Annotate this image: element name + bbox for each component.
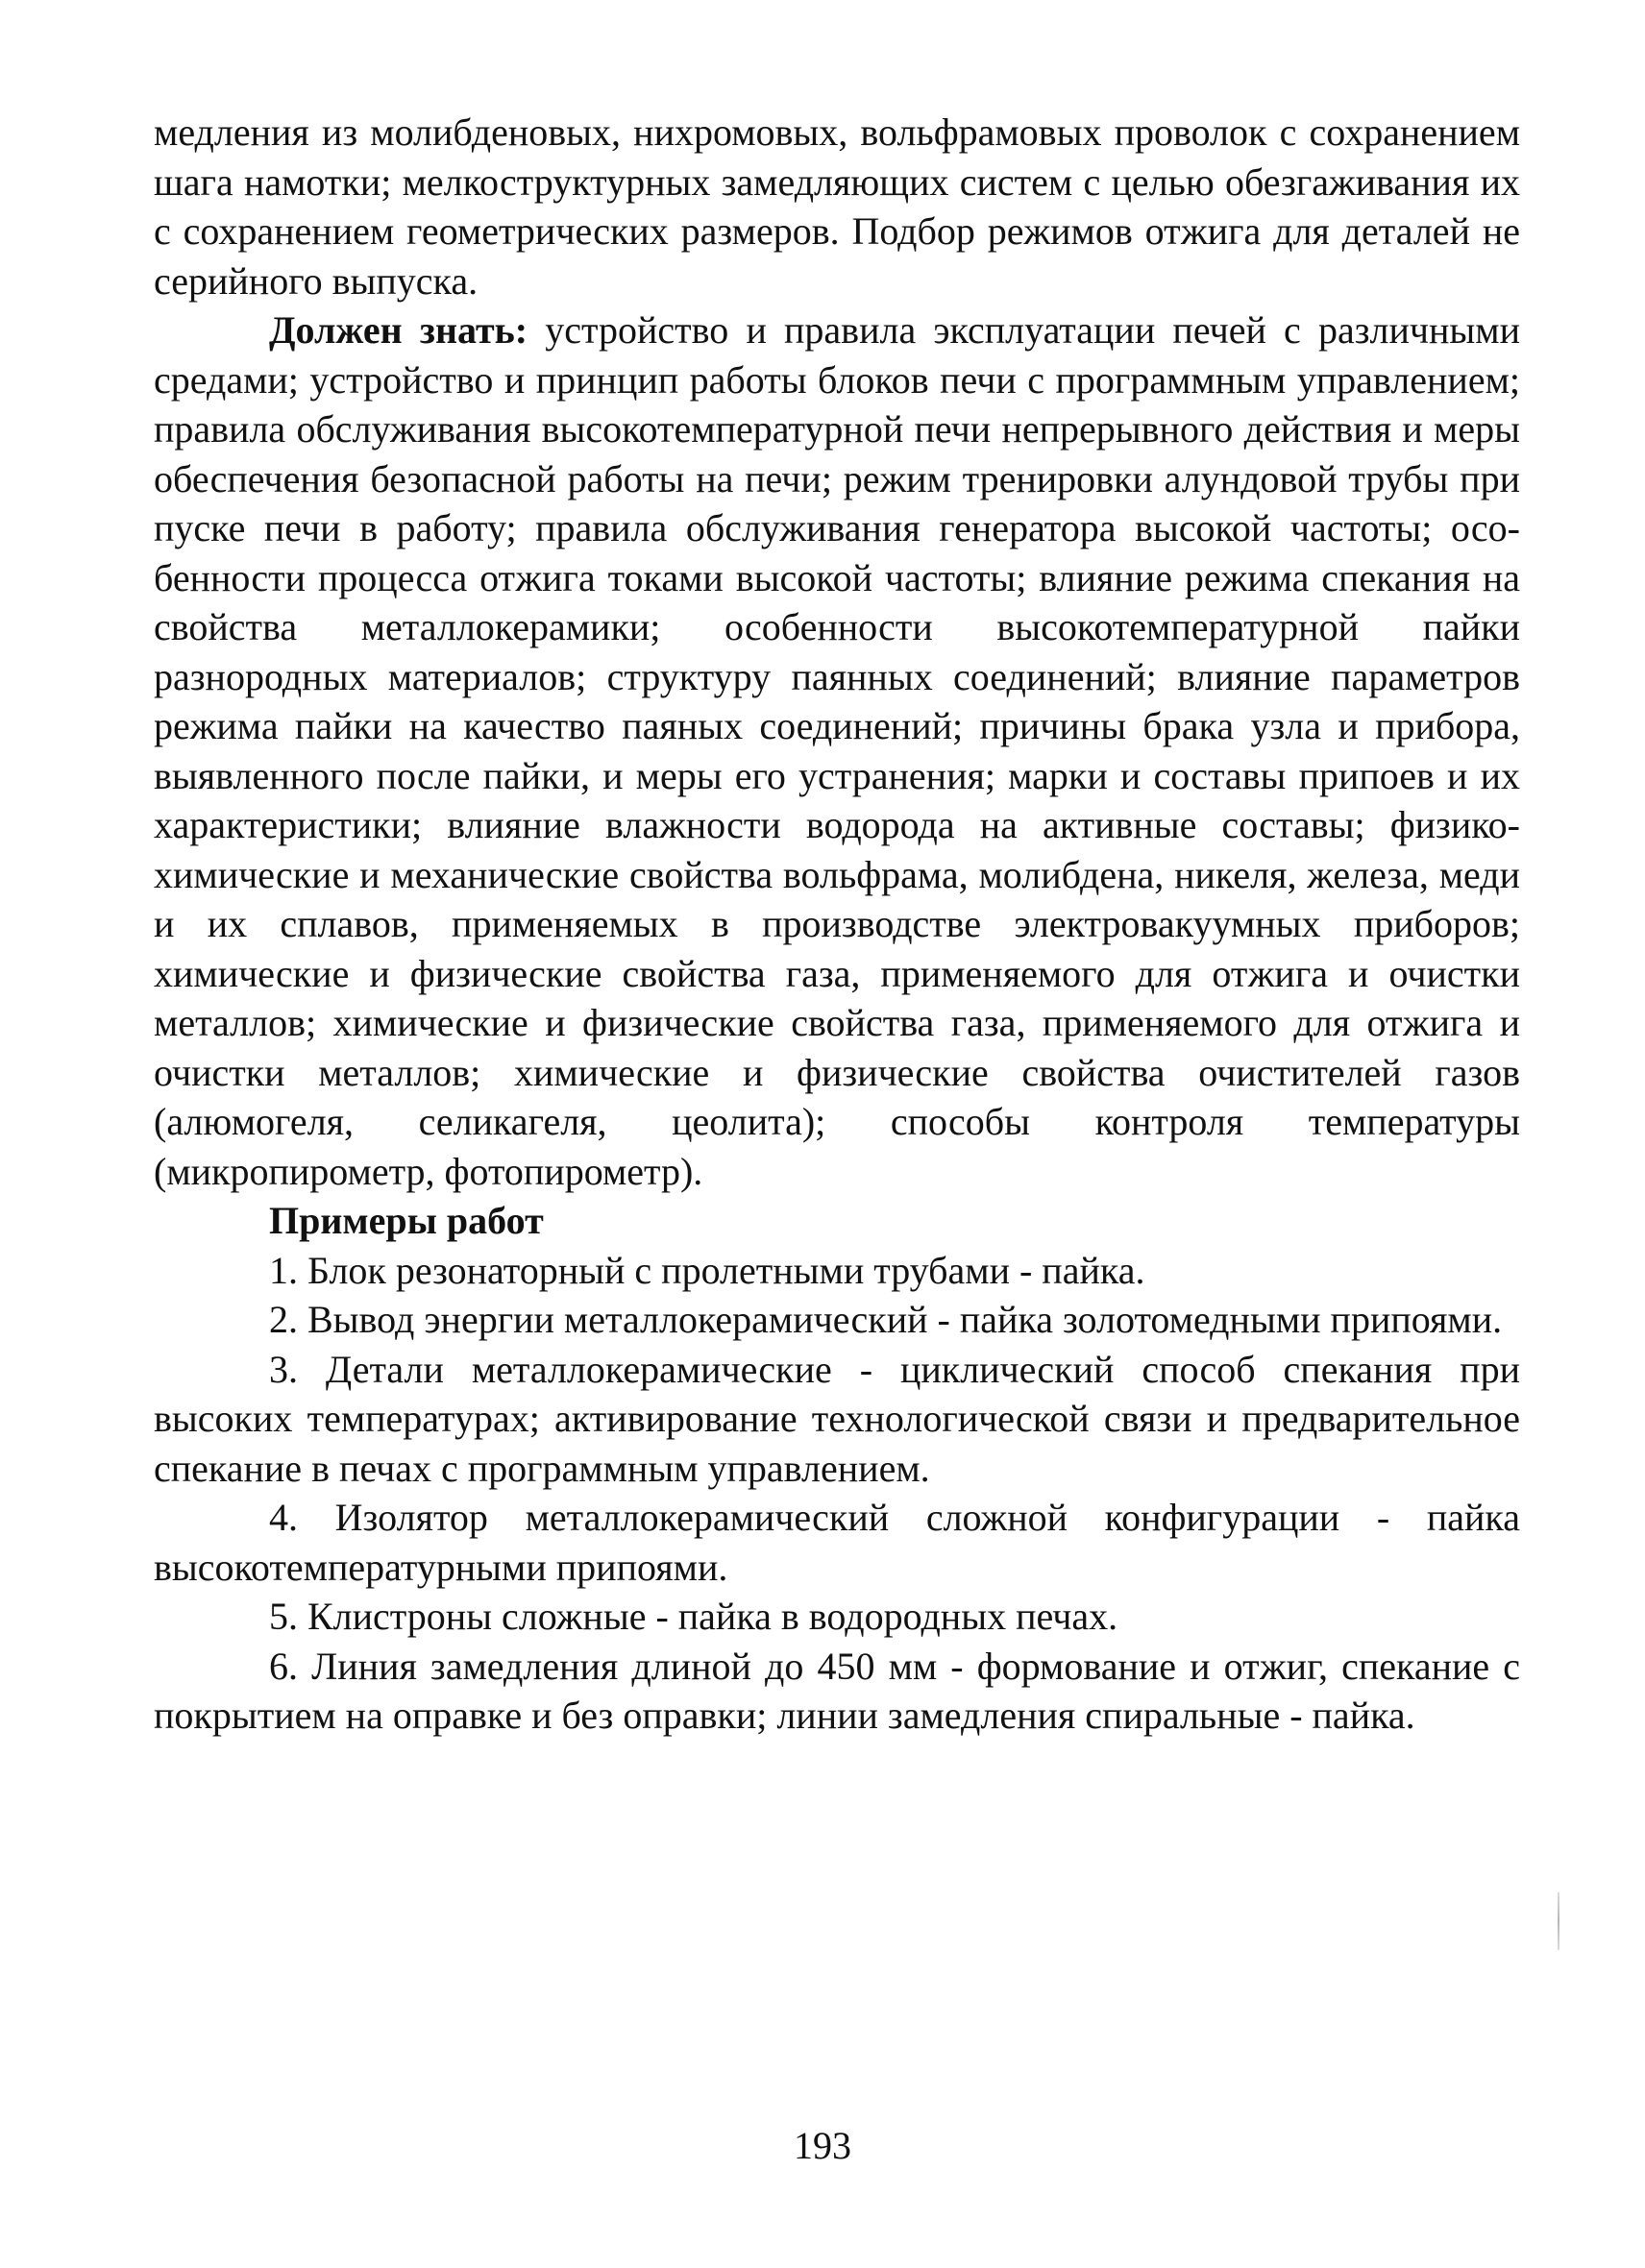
knowledge-paragraph bbox=[154, 305, 1520, 1196]
example-item: 1. Блок резонаторный с пролетными трубами - пайка. bbox=[269, 1248, 1145, 1292]
body-text bbox=[154, 108, 1520, 1741]
example-item: 5. Клистроны сложные - пайка в водородных печах. bbox=[269, 1595, 1118, 1638]
example-item: 2. Вывод энергии металлокерамический - пайка золотомедными припоями. bbox=[269, 1298, 1503, 1341]
page-number: 193 bbox=[794, 2124, 851, 2167]
examples-heading: Примеры работ bbox=[269, 1199, 544, 1242]
margin-scan-mark bbox=[1558, 1892, 1559, 1950]
knowledge-label: Должен знать: bbox=[269, 308, 528, 352]
example-item: 3. Детали металлокерамические - циклический способ спекания при высоких температурах; активирование технологической связи и предварительное спекание в печах с программным управлением. bbox=[154, 1347, 1520, 1490]
example-item: 4. Изолятор металлокерамический сложной конфигурации - пайка высокотемпературными припоями. bbox=[154, 1496, 1520, 1589]
example-item: 6. Линия замедления длиной до 450 мм - формование и отжиг, спекание с покрытием на оправке и без оправки; линии замедления спиральные - пайка. bbox=[154, 1644, 1520, 1737]
knowledge-text: устройство и правила эксплуатации печей с различными средами; устройство и принцип работы блоков печи с программным управлением; правила обслуживания высокотемпературной печи непрерывного действия и меры обеспечения безопасной работы на печи; режим тренировки алундовой трубы при пуске печи в работу; правила обслуживания генератора высокой частоты; особенности процесса отжига токами высокой частоты; влияние режима спекания на свойства металлокерамики; особенности высокотемпературной пайки разнородных материалов; структуру паянных соединений; влияние параметров режима пайки на качество паяных соединений; причины брака узла и прибора, выявленного после пайки, и меры его устранения; марки и составы припоев и их характеристики; влияние влажности водорода на активные составы; физико-химические и механические свойства вольфрама, молибдена, никеля, железа, меди и их сплавов, применяемых в производстве электровакуумных приборов; химические и физические свойства газа, применяемого для отжига и очистки металлов; химические и физические свойства газа, применяемого для отжига и очистки металлов; химические и физические свойства очистителей газов (алюмогеля, селикагеля, цеолита); способы контроля температуры (микропирометр, фотопирометр). bbox=[154, 308, 1520, 1193]
intro-paragraph: медления из молибденовых, нихромовых, вольфрамовых проволок с сохранением шага намотки; мелкоструктурных замедляющих систем с целью обезгаживания их с сохранением геометрических размеров. Подбор режимов отжига для деталей не серийного выпуска. bbox=[154, 110, 1520, 303]
